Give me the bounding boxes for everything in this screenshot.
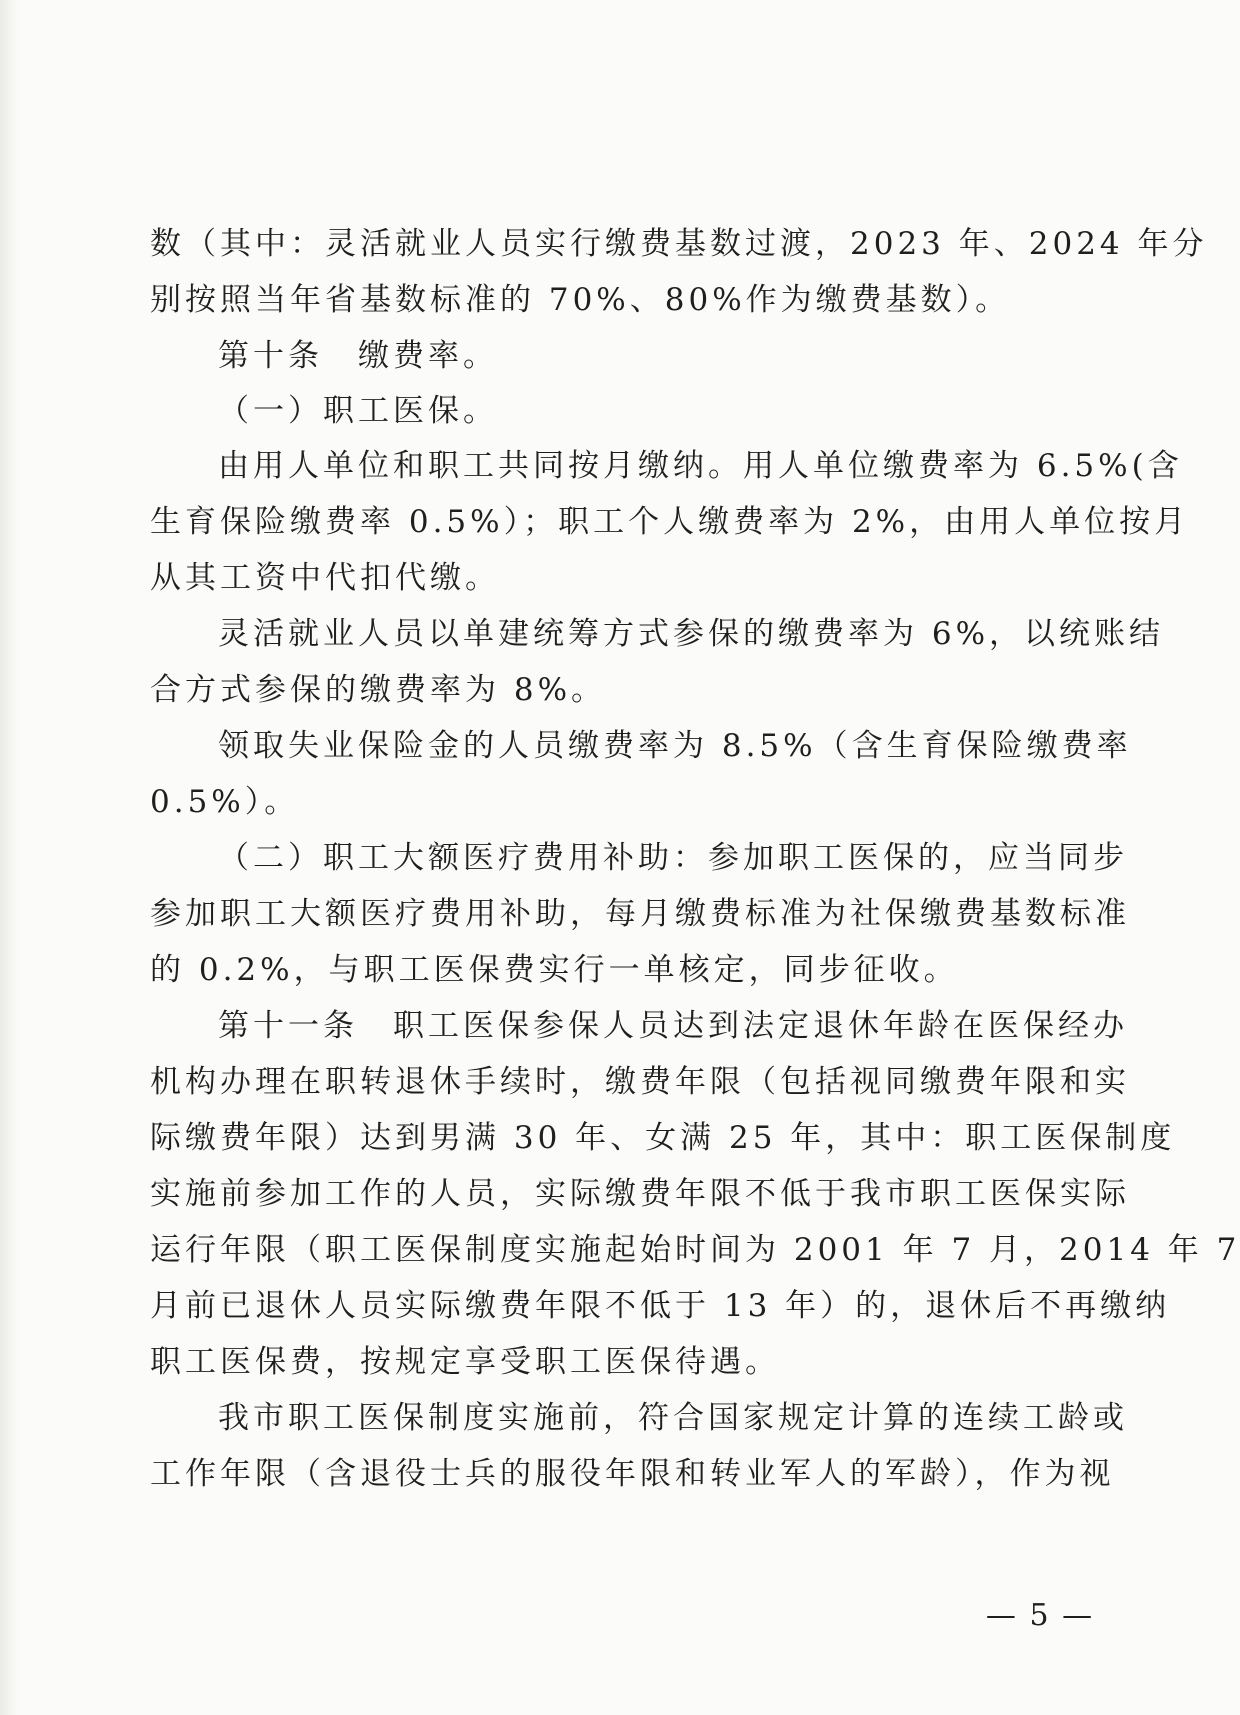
text-line: 参加职工大额医疗费用补助，每月缴费标准为社保缴费基数标准 (150, 896, 1130, 932)
text-line: 别按照当年省基数标准的 70%、80%作为缴费基数）。 (150, 282, 1011, 318)
text-line: 合方式参保的缴费率为 8%。 (150, 672, 607, 708)
text-line: 数（其中：灵活就业人员实行缴费基数过渡，2023 年、2024 年分 (150, 226, 1208, 262)
text-line: 机构办理在职转退休手续时，缴费年限（包括视同缴费年限和实 (150, 1064, 1130, 1100)
text-line: 我市职工医保制度实施前，符合国家规定计算的连续工龄或 (218, 1400, 1128, 1436)
text-line: 生育保险缴费率 0.5%）；职工个人缴费率为 2%，由用人单位按月 (150, 504, 1190, 540)
section-heading: （一）职工医保。 (218, 393, 498, 429)
article-heading: 第十条 缴费率。 (218, 338, 498, 374)
text-line: 月前已退休人员实际缴费年限不低于 13 年）的，退休后不再缴纳 (150, 1288, 1171, 1324)
text-line: 的 0.2%，与职工医保费实行一单核定，同步征收。 (150, 952, 959, 988)
text-line: 由用人单位和职工共同按月缴纳。用人单位缴费率为 6.5%(含 (218, 448, 1183, 484)
section-heading: （二）职工大额医疗费用补助：参加职工医保的，应当同步 (218, 840, 1128, 876)
text-line: 领取失业保险金的人员缴费率为 8.5%（含生育保险缴费率 (218, 728, 1132, 764)
text-line: 灵活就业人员以单建统筹方式参保的缴费率为 6%，以统账结 (218, 616, 1165, 652)
text-line: 职工医保费，按规定享受职工医保待遇。 (150, 1344, 780, 1380)
text-line: 运行年限（职工医保制度实施起始时间为 2001 年 7 月，2014 年 7 (150, 1232, 1240, 1268)
article-heading: 第十一条 职工医保参保人员达到法定退休年龄在医保经办 (218, 1008, 1128, 1044)
text-line: 从其工资中代扣代缴。 (150, 560, 500, 596)
text-line: 实施前参加工作的人员，实际缴费年限不低于我市职工医保实际 (150, 1176, 1130, 1212)
text-line: 工作年限（含退役士兵的服役年限和转业军人的军龄），作为视 (150, 1456, 1115, 1492)
text-line: 际缴费年限）达到男满 30 年、女满 25 年，其中：职工医保制度 (150, 1120, 1176, 1156)
scan-edge-shadow (0, 0, 18, 1715)
text-line: 0.5%）。 (150, 784, 300, 820)
page-number: — 5 — (985, 1598, 1095, 1633)
